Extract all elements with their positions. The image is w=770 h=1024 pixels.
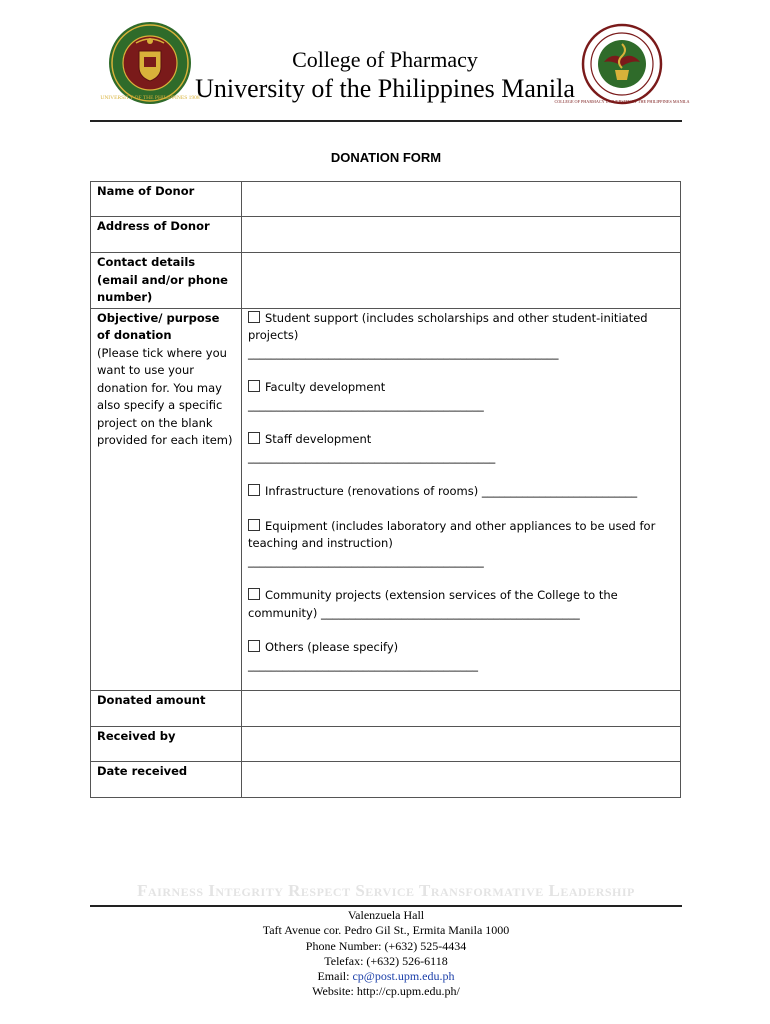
option-student-support	[248, 310, 674, 363]
contact-details-field[interactable]	[242, 253, 681, 309]
option-equipment	[248, 518, 674, 571]
staff-blank[interactable]: ___________________________________________	[248, 449, 496, 464]
equipment-blank[interactable]: _________________________________________	[248, 553, 484, 568]
option-infrastructure	[248, 483, 674, 501]
footer-telefax: Telefax: (+632) 526-6118	[324, 953, 448, 968]
core-values-watermark: Fairness Integrity Respect Service Transformative Leadership	[137, 881, 635, 900]
date-received-label: Date received	[91, 761, 242, 797]
equipment-checkbox[interactable]	[248, 519, 260, 531]
option-community	[248, 587, 674, 622]
objective-cell	[91, 308, 242, 690]
donor-name-label: Name of Donor	[91, 182, 242, 217]
option-faculty	[248, 379, 674, 414]
footer-email-label: Email:	[317, 969, 353, 984]
donor-address-label: Address of Donor	[91, 217, 242, 253]
footer-contact	[90, 908, 682, 1000]
received-by-label: Received by	[91, 726, 242, 761]
infrastructure-label: Infrastructure (renovations of rooms) ___________________________	[265, 484, 638, 498]
staff-checkbox[interactable]	[248, 432, 260, 444]
donor-name-field[interactable]	[242, 182, 681, 217]
faculty-checkbox[interactable]	[248, 380, 260, 392]
community-label: Community projects (extension services of the College to the community) _____________________________________________	[248, 588, 618, 620]
others-label: Others (please specify)	[265, 640, 399, 654]
up-seal-logo	[100, 21, 200, 105]
seal-left-text: UNIVERSITY OF THE PHILIPPINES 1908	[100, 95, 200, 101]
header-divider	[90, 120, 682, 122]
staff-label: Staff development	[265, 432, 372, 446]
faculty-label: Faculty development	[265, 380, 386, 394]
college-name: College of Pharmacy	[292, 47, 478, 72]
option-staff	[248, 431, 674, 466]
objective-label: Objective/ purpose of donation	[97, 310, 220, 342]
pharmacy-seal-logo	[554, 22, 690, 106]
objective-options	[242, 308, 681, 690]
donated-amount-field[interactable]	[242, 690, 681, 726]
donated-amount-label: Donated amount	[91, 690, 242, 726]
student-support-label: Student support (includes scholarships and other student-initiated projects)	[248, 310, 648, 342]
received-by-field[interactable]	[242, 726, 681, 761]
footer-email-line	[90, 969, 682, 984]
footer-website[interactable]: Website: http://cp.upm.edu.ph/	[312, 984, 460, 999]
others-blank[interactable]: ________________________________________	[248, 657, 478, 672]
objective-hint: (Please tick where you want to use your donation for. You may also specify a specific project on the blank provided for each item)	[97, 345, 233, 447]
footer-email-link[interactable]: cp@post.upm.edu.ph	[352, 969, 455, 984]
student-support-blank[interactable]: ______________________________________________________	[248, 345, 559, 360]
university-name: University of the Philippines Manila	[195, 74, 575, 103]
contact-details-label: Contact details (email and/or phone number)	[91, 253, 242, 309]
form-title: DONATION FORM	[330, 150, 442, 165]
date-received-field[interactable]	[242, 761, 681, 797]
infrastructure-checkbox[interactable]	[248, 484, 260, 496]
donation-form-table	[90, 181, 681, 798]
faculty-blank[interactable]: _________________________________________	[248, 397, 484, 412]
footer-building: Valenzuela Hall	[347, 908, 425, 922]
student-support-checkbox[interactable]	[248, 311, 260, 323]
equipment-label: Equipment (includes laboratory and other appliances to be used for teaching and instruction)	[248, 518, 656, 550]
option-others	[248, 639, 674, 674]
community-checkbox[interactable]	[248, 588, 260, 600]
footer-divider	[90, 905, 682, 907]
footer-address: Taft Avenue cor. Pedro Gil St., Ermita Manila 1000	[262, 923, 510, 938]
footer-phone: Phone Number: (+632) 525-4434	[305, 938, 467, 953]
others-checkbox[interactable]	[248, 640, 260, 652]
seal-right-text: COLLEGE OF PHARMACY UNIVERSITY OF THE PHILIPPINES MANILA	[554, 99, 690, 104]
donor-address-field[interactable]	[242, 217, 681, 253]
